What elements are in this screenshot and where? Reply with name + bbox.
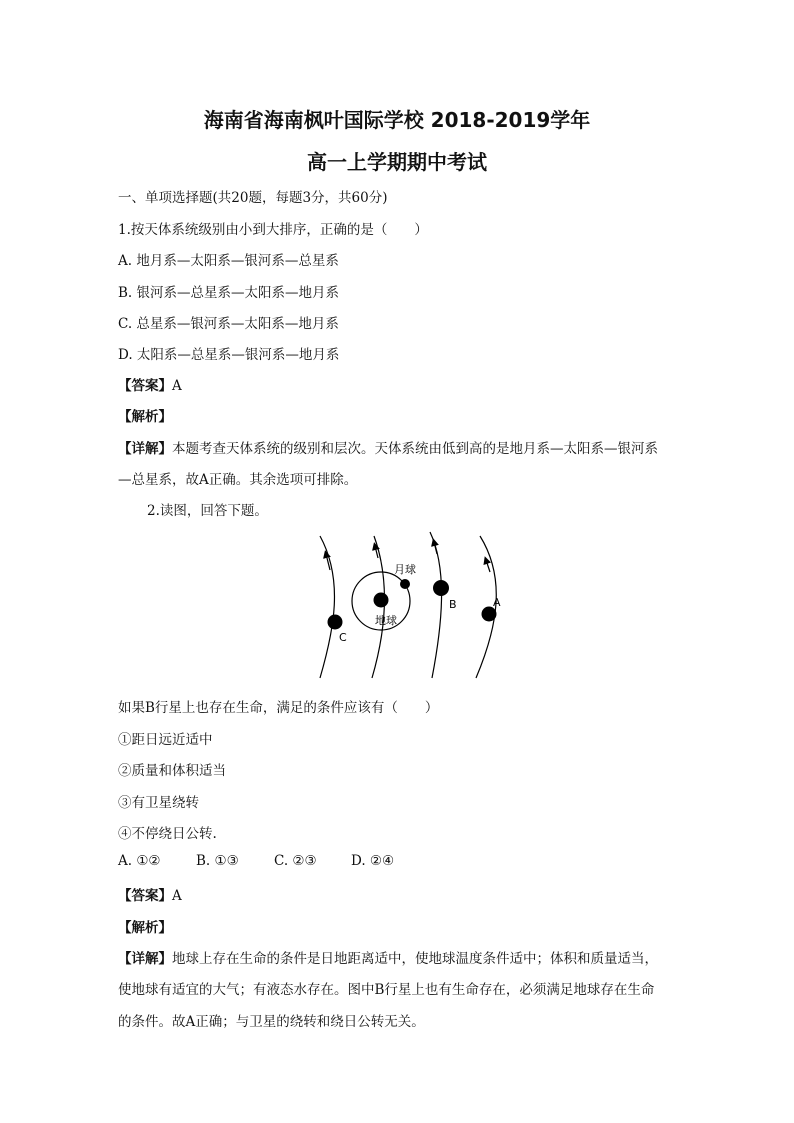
- question-1-analysis-label: 【解析】: [118, 409, 172, 425]
- orbit-c-arrow: [326, 554, 330, 570]
- moon-label: 月球: [394, 563, 416, 576]
- question-2-option-b: B. ①③: [196, 853, 239, 869]
- question-2-option-c: C. ②③: [274, 853, 317, 869]
- question-2-option-a: A. ①②: [118, 853, 161, 869]
- question-1-detail-line1: [118, 437, 658, 457]
- question-2-analysis-label: 【解析】: [118, 920, 172, 936]
- detail-text: 本题考查天体系统的级别和层次。天体系统由低到高的是地月系—太阳系—银河系: [172, 441, 658, 457]
- answer-label: 【答案】: [118, 378, 172, 394]
- exam-title-line1: 海南省海南枫叶国际学校 2018-2019学年: [203, 108, 591, 132]
- exam-title-line2: 高一上学期期中考试: [307, 150, 487, 174]
- planet-a-label: A: [493, 596, 501, 609]
- planet-b-label: B: [449, 598, 457, 611]
- detail-label: 【详解】: [118, 441, 172, 457]
- question-2-option-d: D. ②④: [351, 853, 395, 869]
- question-2-answer: [118, 884, 182, 904]
- question-2-item-3: ③有卫星绕转: [118, 795, 199, 811]
- solar-system-diagram: [300, 530, 530, 682]
- planet-c: [328, 615, 343, 630]
- section-heading: 一、单项选择题(共20题，每题3分，共60分): [118, 190, 388, 206]
- moon: [400, 579, 410, 589]
- orbit-b: [430, 532, 442, 678]
- question-2-detail-line3: 的条件。故A正确；与卫星的绕转和绕日公转无关。: [118, 1014, 425, 1030]
- answer-value: A: [172, 378, 182, 394]
- question-2-item-2: ②质量和体积适当: [118, 763, 226, 779]
- question-2-stem: 如果B行星上也存在生命，满足的条件应该有（ ）: [118, 700, 439, 716]
- question-1-option-d: D. 太阳系—总星系—银河系—地月系: [118, 347, 340, 363]
- planet-c-label: C: [339, 631, 347, 644]
- question-1-detail-line2: —总星系，故A正确。其余选项可排除。: [118, 472, 358, 488]
- orbit-a-arrow: [486, 560, 490, 572]
- question-1-option-c: C. 总星系—银河系—太阳系—地月系: [118, 316, 339, 332]
- question-1-answer: [118, 374, 182, 394]
- question-1-stem: 1.按天体系统级别由小到大排序，正确的是（ ）: [118, 222, 428, 238]
- planet-b: [433, 580, 449, 596]
- answer-label: 【答案】: [118, 888, 172, 904]
- question-2-detail-line1: [118, 947, 658, 967]
- detail-text: 地球上存在生命的条件是日地距离适中，使地球温度条件适中；体积和质量适当，: [172, 951, 658, 967]
- answer-value: A: [172, 888, 182, 904]
- question-2-detail-line2: 使地球有适宜的大气；有液态水存在。图中B行星上也有生命存在，必须满足地球存在生命: [118, 982, 655, 998]
- earth-label: 地球: [375, 614, 397, 627]
- earth: [374, 593, 389, 608]
- question-1-option-a: A. 地月系—太阳系—银河系—总星系: [118, 253, 339, 269]
- question-2-item-4: ④不停绕日公转.: [118, 826, 217, 842]
- detail-label: 【详解】: [118, 951, 172, 967]
- question-1-option-b: B. 银河系—总星系—太阳系—地月系: [118, 285, 340, 301]
- question-2-item-1: ①距日远近适中: [118, 732, 213, 748]
- question-2-intro: 2.读图，回答下题。: [147, 503, 268, 519]
